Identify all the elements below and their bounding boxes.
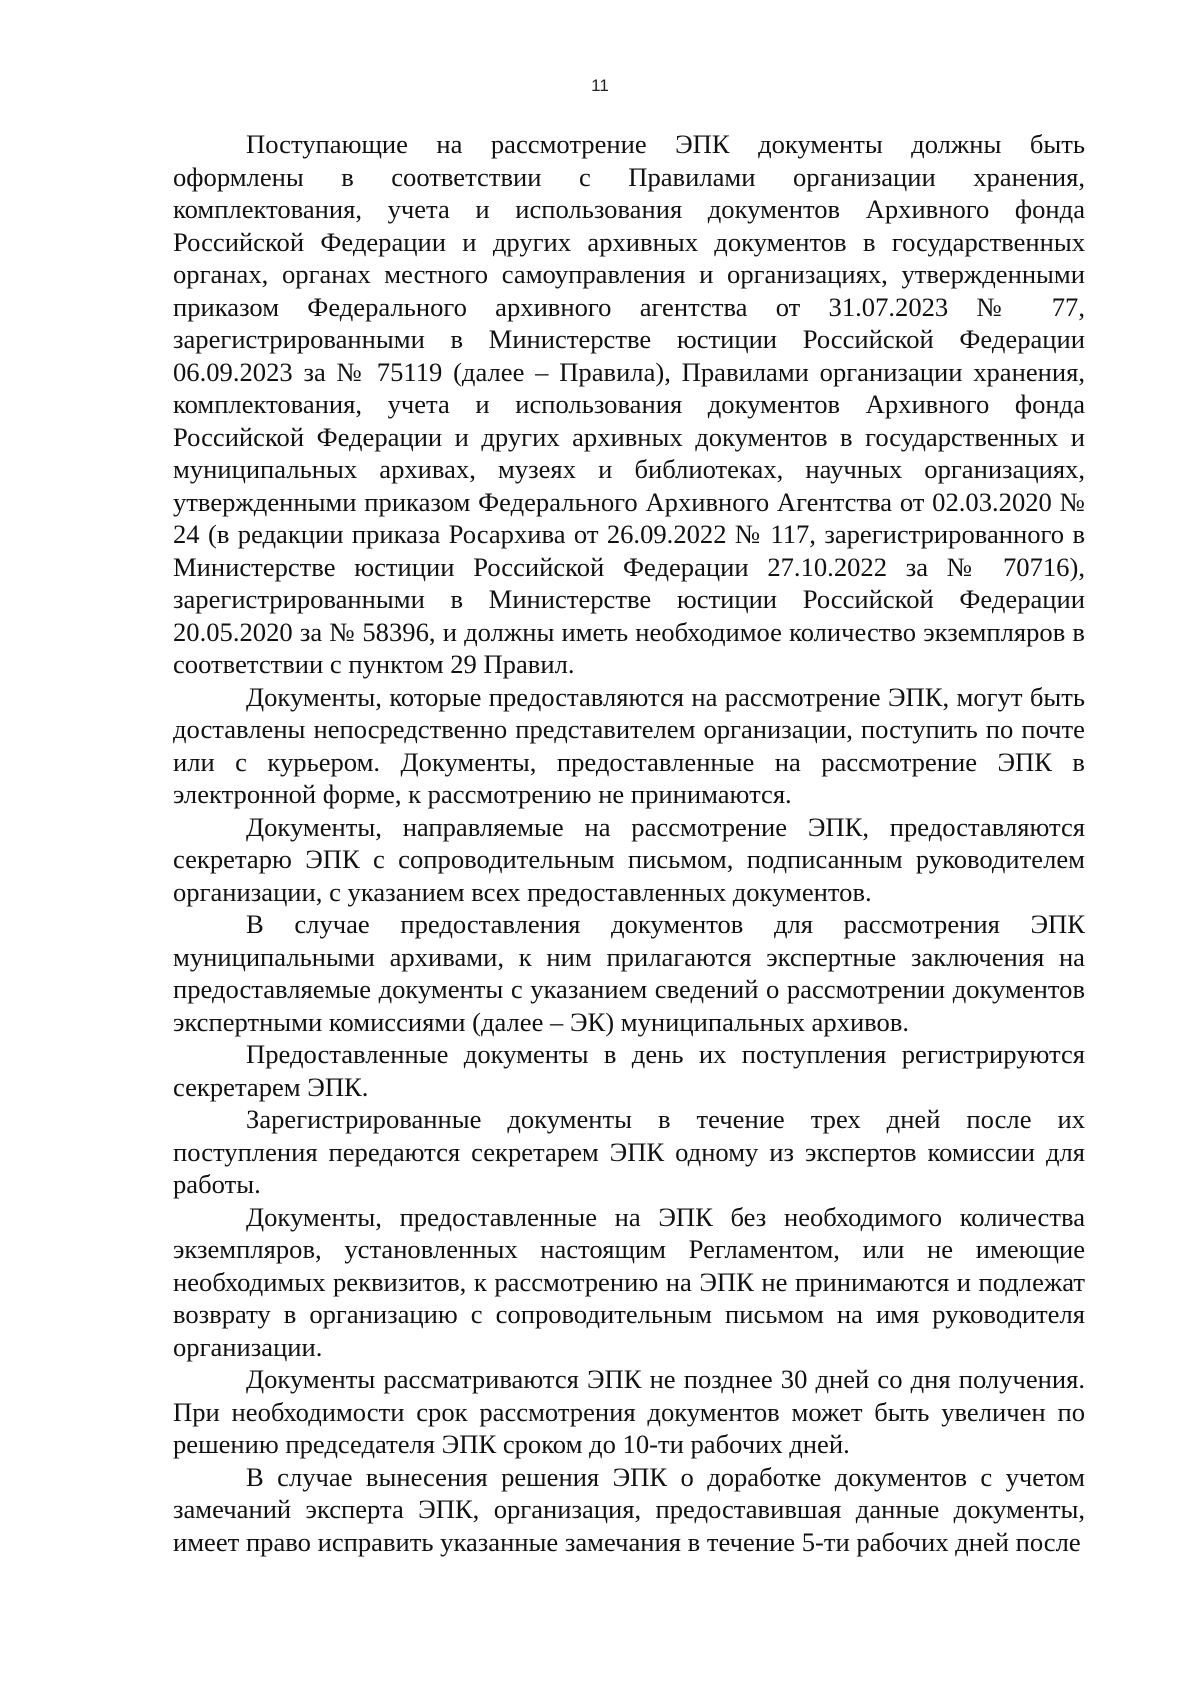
paragraph-municipal-archives: В случае предоставления документов для рассмотрения ЭПК муниципальными архивами, к ним прилагаются экспертные заключения на предоставляемые документы с указанием сведений о рассмотрении документов экспертными комиссиями (далее – ЭК) муниципальных архивов. bbox=[173, 909, 1085, 1037]
paragraph-registration: Предоставленные документы в день их поступления регистрируются секретарем ЭПК. bbox=[173, 1039, 1085, 1102]
paragraph-documents-delivery: Документы, которые предоставляются на рассмотрение ЭПК, могут быть доставлены непосредственно представителем организации, поступить по почте или с курьером. Документы, предоставленные на рассмотрение ЭПК в электронной форме, к рассмотрению не принимаются. bbox=[173, 681, 1085, 809]
document-body bbox=[173, 128, 1085, 1558]
paragraph-cover-letter: Документы, направляемые на рассмотрение ЭПК, предоставляются секретарю ЭПК с сопроводительным письмом, подписанным руководителем организации, с указанием всех предоставленных документов. bbox=[173, 811, 1085, 907]
paragraph-documents-formatting: Поступающие на рассмотрение ЭПК документы должны быть оформлены в соответствии с Правилами организации хранения, комплектования, учета и использования документов Архивного фонда Российской Федерации и других архивных документов в государственных органах, органах местного самоуправления и организациях, утвержденными приказом Федерального архивного агентства от 31.07.2023 № 77, зарегистрированными в Министерстве юстиции Российской Федерации 06.09.2023 за № 75119 (далее – Правила), Правилами организации хранения, комплектования, учета и использования документов Архивного фонда Российской Федерации и других архивных документов в государственных и муниципальных архивах, музеях и библиотеках, научных организациях, утвержденными приказом Федерального Архивного Агентства от 02.03.2020 № 24 (в редакции приказа Росархива от 26.09.2022 № 117, зарегистрированного в Министерстве юстиции Российской Федерации 27.10.2022 за № 70716), зарегистрированными в Министерстве юстиции Российской Федерации 20.05.2020 за № 58396, и должны иметь необходимое количество экземпляров в соответствии с пунктом 29 Правил. bbox=[173, 129, 1085, 679]
page-number: 11 bbox=[591, 76, 609, 95]
paragraph-review-period: Документы рассматриваются ЭПК не позднее 30 дней со дня получения. При необходимости срок рассмотрения документов может быть увеличен по решению председателя ЭПК сроком до 10-ти рабочих дней. bbox=[173, 1364, 1085, 1459]
paragraph-revision-decision: В случае вынесения решения ЭПК о доработке документов с учетом замечаний эксперта ЭПК, организация, предоставившая данные документы, имеет право исправить указанные замечания в течение 5-ти рабочих дней после bbox=[173, 1461, 1085, 1557]
paragraph-transfer-to-expert: Зарегистрированные документы в течение трех дней после их поступления передаются секретарем ЭПК одному из экспертов комиссии для работы. bbox=[173, 1104, 1085, 1199]
paragraph-return-of-documents: Документы, предоставленные на ЭПК без необходимого количества экземпляров, установленных настоящим Регламентом, или не имеющие необходимых реквизитов, к рассмотрению на ЭПК не принимаются и подлежат возврату в организацию с сопроводительным письмом на имя руководителя организации. bbox=[173, 1201, 1085, 1362]
